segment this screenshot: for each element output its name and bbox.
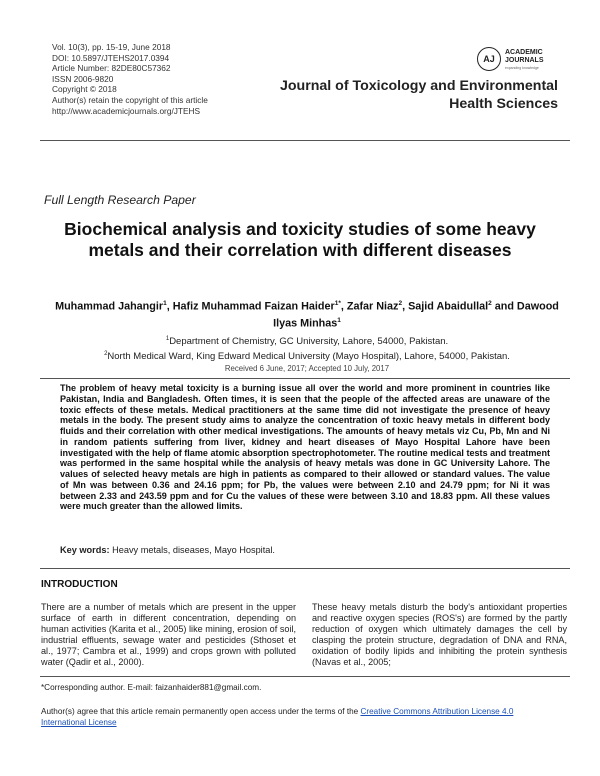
- affiliation-mark: 2: [104, 351, 108, 358]
- affiliation-2: [48, 348, 566, 363]
- footnote-divider: [40, 676, 570, 677]
- affiliations: [48, 333, 566, 363]
- keywords-label: Key words:: [60, 545, 110, 555]
- author-separator: ,: [402, 300, 409, 313]
- meta-issn: ISSN 2006-9820: [52, 73, 114, 84]
- abstract-top-divider: [40, 378, 570, 379]
- academic-journals-logo: [477, 47, 577, 77]
- affiliation-1: [48, 333, 566, 348]
- article-metadata: [52, 42, 292, 116]
- meta-article-number: Article Number: 82DE80C57362: [52, 63, 171, 74]
- academic-journals-logo-icon: AJ: [477, 47, 501, 71]
- journal-name-line1: Journal of Toxicology and Environmental: [280, 78, 558, 94]
- author-affiliation-mark: 1: [163, 300, 167, 307]
- keywords-list: Heavy metals, diseases, Mayo Hospital.: [112, 545, 275, 555]
- author-name: Hafiz Muhammad Faizan Haider: [172, 300, 335, 313]
- abstract: The problem of heavy metal toxicity is a burning issue all over the world and more prominent in countries like Pakistan, India and Bangladesh. Often times, it is seen that the people of the affected areas are unaware of the toxic effects of these metals. Medical practitioners at the same time did not investigate the presence of heavy metals in the body. The present study aims to analyze the concentration of toxic heavy metals in different body fluids and their correlation with other medical investigations. The amounts of heavy metals viz Cu, Pb, Mn and Ni in random patients suffering from liver, kidney and heart diseases of Mayo Hospital Lahore have been investigated with the help of flame atomic absorption spectrophotometer. The routine medical tests and treatment was performed in the same hospital while the analysis of heavy metals was done in GC University Lahore. The values of selected heavy metals are high in patients as compared to their allowed or standard values. The value of Mn was between 0.36 and 24.16 ppm; for Pb, the values were between 2.10 and 24.79 ppm; for Ni it was between 2.33 and 243.59 ppm and for Cu the values of these were between 3.10 and 18.83 ppm. All these values were much greater than the allowed limits.: [60, 383, 550, 512]
- author-list: [48, 297, 566, 330]
- license-text: Author(s) agree that this article remain permanently open access under the terms of the: [41, 707, 361, 716]
- affiliation-mark: 1: [165, 336, 170, 342]
- author-affiliation-mark: 2: [488, 300, 492, 307]
- author-name: Sajid Abaidullal: [408, 300, 489, 313]
- author-name: Muhammad Jahangir: [55, 300, 164, 313]
- license-statement: [41, 707, 521, 728]
- author-separator: ,: [166, 300, 173, 313]
- author-affiliation-mark: 1*: [334, 300, 341, 307]
- intro-column-left: There are a number of metals which are present in the upper surface of earth in different concentration, depending on human activities (Karita et al., 2005) like mining, erosion of soil, industrial effluents, sewage water and pesticides (Sthoset et al., 1977; Cambra et al., 1999) and crops grown with polluted water (Qadir et al., 2000).: [41, 602, 296, 667]
- license-link[interactable]: Creative Commons Attribution License 4.0 International License: [41, 707, 514, 727]
- logo-text-academic: ACADEMIC: [505, 49, 543, 56]
- meta-doi: DOI: 10.5897/JTEHS2017.0394: [52, 52, 170, 63]
- meta-copyright: Copyright © 2018: [52, 84, 117, 95]
- paper-title: Biochemical analysis and toxicity studies of some heavy metals and their correlation with different diseases: [64, 219, 536, 260]
- keywords: [60, 545, 550, 555]
- received-accepted-dates: Received 6 June, 2017; Accepted 10 July, 2017: [224, 364, 390, 373]
- author-name: Dawood Ilyas Minhas: [273, 300, 559, 330]
- affiliation-text: North Medical Ward, King Edward Medical University (Mayo Hospital), Lahore, 54000, Pakistan.: [107, 351, 510, 363]
- section-heading-introduction: INTRODUCTION: [41, 579, 118, 590]
- paper-type: Full Length Research Paper: [44, 193, 196, 207]
- intro-column-right: These heavy metals disturb the body's antioxidant properties and reactive oxygen species (ROS's) are formed by the partly reduction of oxygen which ultimately damages the cell by clasping the protein structure, degradation of DNA and RNA, oxidation of bodily lipids and inhibiting the protein synthesis (Navas et al., 2005;: [312, 602, 567, 667]
- meta-url[interactable]: http://www.academicjournals.org/JTEHS: [52, 105, 201, 116]
- affiliation-text: Department of Chemistry, GC University, Lahore, 54000, Pakistan.: [169, 336, 449, 348]
- header-divider: [40, 140, 570, 141]
- logo-text-journals: JOURNALS: [505, 57, 544, 64]
- meta-copyright-note: Author(s) retain the copyright of this article: [52, 94, 208, 105]
- keywords-divider: [40, 568, 570, 569]
- logo-tagline: expanding knowledge: [505, 66, 539, 70]
- author-separator: and: [491, 300, 517, 313]
- author-affiliation-mark: 1: [337, 316, 341, 324]
- journal-name: [258, 78, 558, 113]
- corresponding-author-footnote: *Corresponding author. E-mail: faizanhaider881@gmail.com.: [41, 683, 262, 692]
- author-name: Zafar Niaz: [346, 300, 399, 313]
- author-separator: ,: [340, 300, 347, 313]
- author-affiliation-mark: 2: [398, 300, 403, 307]
- meta-volume: Vol. 10(3), pp. 15-19, June 2018: [52, 42, 171, 52]
- journal-name-line2: Health Sciences: [449, 95, 558, 112]
